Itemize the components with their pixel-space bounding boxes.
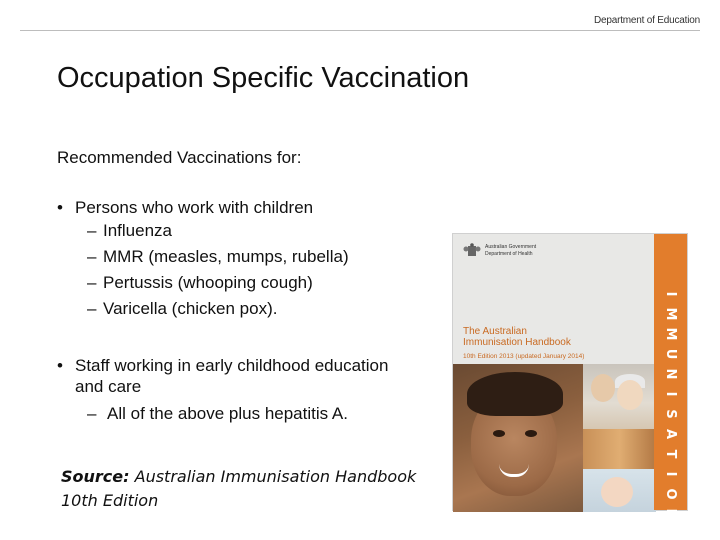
list-item: – Influenza	[87, 221, 172, 240]
handbook-edition: 10th Edition 2013 (updated January 2014)	[463, 353, 585, 360]
child-photo	[453, 364, 583, 512]
spine-letter: T	[663, 449, 678, 459]
handbook-title: The Australian Immunisation Handbook	[463, 326, 571, 348]
source-label: Source:	[61, 467, 130, 486]
bullet-dot: •	[57, 356, 63, 375]
cover-spine	[654, 234, 687, 520]
bullet-text: Staff working in early childhood education	[75, 356, 389, 375]
spine-immunisation-text	[660, 284, 680, 524]
elderly-couple-photo	[583, 364, 656, 429]
bullet-early-childhood	[57, 355, 388, 424]
source-citation: Source: Australian Immunisation Handbook 10th Edition	[61, 467, 417, 510]
spine-letter: N	[663, 368, 678, 380]
bullet-text: Persons who work with children	[75, 198, 314, 217]
baby-photo	[583, 469, 656, 512]
list-item: – Varicella (chicken pox).	[87, 299, 278, 318]
bullet-dot: •	[57, 198, 63, 217]
vaccine-list	[57, 218, 349, 322]
slide-title: Occupation Specific Vaccination	[57, 62, 470, 94]
list-item: – All of the above plus hepatitis A.	[87, 404, 348, 423]
adult-photo	[583, 429, 656, 469]
spine-letter: U	[663, 348, 678, 360]
spine-letter: M	[663, 307, 678, 321]
list-item: – Pertussis (whooping cough)	[87, 273, 313, 292]
list-item: – MMR (measles, mumps, rubella)	[87, 247, 349, 266]
spine-letter: A	[663, 428, 678, 440]
spine-letter: S	[663, 409, 678, 419]
slide-subtitle: Recommended Vaccinations for:	[57, 148, 302, 167]
spine-letter: I	[663, 471, 678, 477]
spine-letter: N	[663, 508, 678, 520]
spine-letter: M	[663, 327, 678, 341]
header-divider	[20, 30, 700, 31]
government-label: Australian Government Department of Health	[485, 244, 537, 257]
spine-letter: O	[663, 488, 678, 500]
bullet-text-continuation: and care	[75, 377, 142, 396]
spine-letter: I	[663, 391, 678, 397]
handbook-cover-image	[452, 233, 688, 520]
coat-of-arms-icon	[463, 243, 481, 259]
department-logo-text: Department of Education	[593, 15, 700, 26]
bullet-children	[57, 198, 349, 322]
spine-letter: I	[663, 291, 678, 297]
